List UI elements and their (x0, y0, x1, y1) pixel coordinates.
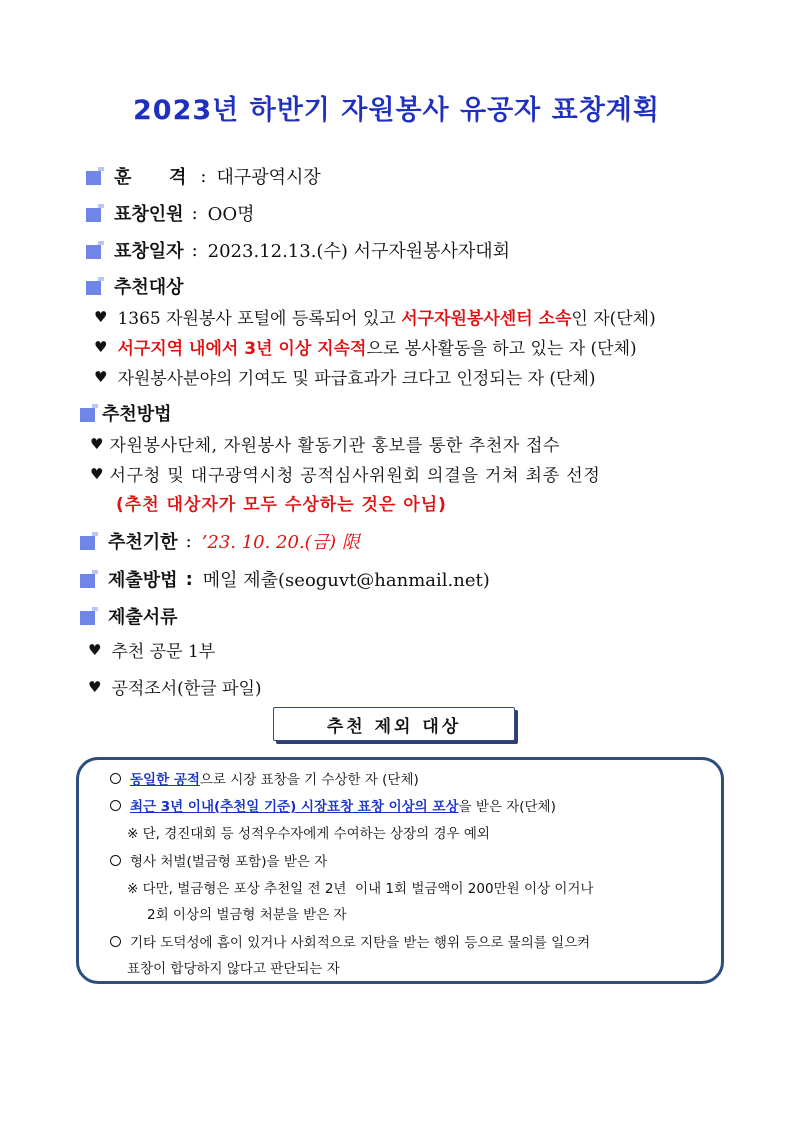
exclusion-line: 기타 도덕성에 흠이 있거나 사회적으로 지탄을 받는 행위 등으로 물의를 일으켜 (110, 931, 590, 951)
exclusion-highlight: 최근 3년 이내(추천일 기준) 시장표창 표창 이상의 포상 (130, 799, 459, 815)
target-highlight: 서구지역 내에서 3년 이상 지속적 (117, 339, 367, 359)
section-docs (80, 603, 178, 629)
square-bullet-icon (86, 204, 104, 222)
square-bullet-icon (86, 167, 104, 185)
exclusion-note: ※ 단, 경진대회 등 성적우수자에게 수여하는 상장의 경우 예외 (127, 826, 490, 842)
circle-bullet-icon (110, 800, 121, 811)
deadline-value: ’23. 10. 20.(금) 限 (201, 532, 360, 553)
award-colon: : (200, 165, 207, 187)
exclusion-tag: 추천 제외 대상 (273, 707, 515, 741)
exclusion-note: ※ 다만, 벌금형은 포상 추천일 전 2년 이내 1회 벌금액이 200만원 이상 이거나 (127, 881, 594, 897)
heart-bullet-icon: ♥ (94, 307, 108, 326)
date-colon: : (191, 239, 198, 261)
count-label: 표창인원 (114, 204, 184, 225)
square-bullet-icon (86, 277, 104, 295)
method-item: ♥ 서구청 및 대구광역시청 공적심사위원회 의결을 거쳐 최종 선정 (90, 464, 601, 486)
method-label: 추천방법 (102, 404, 172, 425)
heart-bullet-icon: ♥ (90, 464, 104, 483)
section-method (80, 400, 172, 426)
heart-bullet-icon: ♥ (94, 367, 108, 386)
heart-bullet-icon: ♥ (90, 434, 104, 453)
docs-item: ♥ 추천 공문 1부 (88, 640, 216, 662)
exclusion-line: 최근 3년 이내(추천일 기준) 시장표창 표창 이상의 포상을 받은 자(단체) (110, 795, 556, 815)
square-bullet-icon (80, 532, 98, 550)
heart-bullet-icon: ♥ (88, 640, 102, 659)
exclusion-note: 표창이 합당하지 않다고 판단되는 자 (127, 961, 340, 977)
award-value: 대구광역시장 (216, 167, 321, 188)
date-label: 표창일자 (114, 241, 184, 262)
exclusion-line: 동일한 공적으로 시장 표창을 기 수상한 자 (단체) (110, 768, 419, 788)
count-value: OO명 (207, 204, 255, 225)
heart-bullet-icon: ♥ (94, 337, 108, 356)
section-submit (80, 566, 490, 592)
submit-label: 제출방법 (108, 570, 178, 591)
square-bullet-icon (80, 607, 98, 625)
deadline-colon: : (185, 530, 192, 552)
heart-bullet-icon: ♥ (88, 677, 102, 696)
exclusion-line: 형사 처벌(벌금형 포함)을 받은 자 (110, 850, 327, 870)
docs-label: 제출서류 (108, 607, 178, 628)
square-bullet-icon (80, 570, 98, 588)
circle-bullet-icon (110, 773, 121, 784)
target-item: ♥ 자원봉사분야의 기여도 및 파급효과가 크다고 인정되는 자 (단체) (94, 367, 596, 389)
section-targets (86, 273, 184, 299)
targets-label: 추천대상 (114, 277, 184, 298)
date-value: 2023.12.13.(수) 서구자원봉사자대회 (207, 241, 511, 262)
exclusion-highlight: 동일한 공적 (130, 772, 200, 788)
method-item: ♥ 자원봉사단체, 자원봉사 활동기관 홍보를 통한 추천자 접수 (90, 434, 561, 456)
exclusion-note: 2회 이상의 벌금형 처분을 받은 자 (147, 907, 347, 923)
deadline-label: 추천기한 (108, 532, 178, 553)
section-date (86, 237, 510, 263)
target-highlight: 서구자원봉사센터 소속 (401, 309, 572, 329)
section-deadline (80, 528, 360, 554)
submit-colon: : (185, 568, 193, 590)
circle-bullet-icon (110, 855, 121, 866)
square-bullet-icon (86, 241, 104, 259)
square-bullet-icon (80, 404, 98, 422)
target-item: ♥ 1365 자원봉사 포털에 등록되어 있고 서구자원봉사센터 소속 인 자(단체) (94, 304, 656, 329)
submit-value: 메일 제출(seoguvt@hanmail.net) (202, 570, 490, 591)
count-colon: : (191, 202, 198, 224)
method-note: (추천 대상자가 모두 수상하는 것은 아님) (116, 495, 447, 515)
target-item: ♥ 서구지역 내에서 3년 이상 지속적 으로 봉사활동을 하고 있는 자 (단체) (94, 334, 637, 359)
docs-item: ♥ 공적조서(한글 파일) (88, 677, 262, 699)
award-label: 훈 격 (114, 167, 187, 188)
section-count (86, 200, 255, 226)
circle-bullet-icon (110, 936, 121, 947)
document-title: 2023년 하반기 자원봉사 유공자 표창계획 (133, 95, 660, 126)
section-award (86, 163, 321, 189)
